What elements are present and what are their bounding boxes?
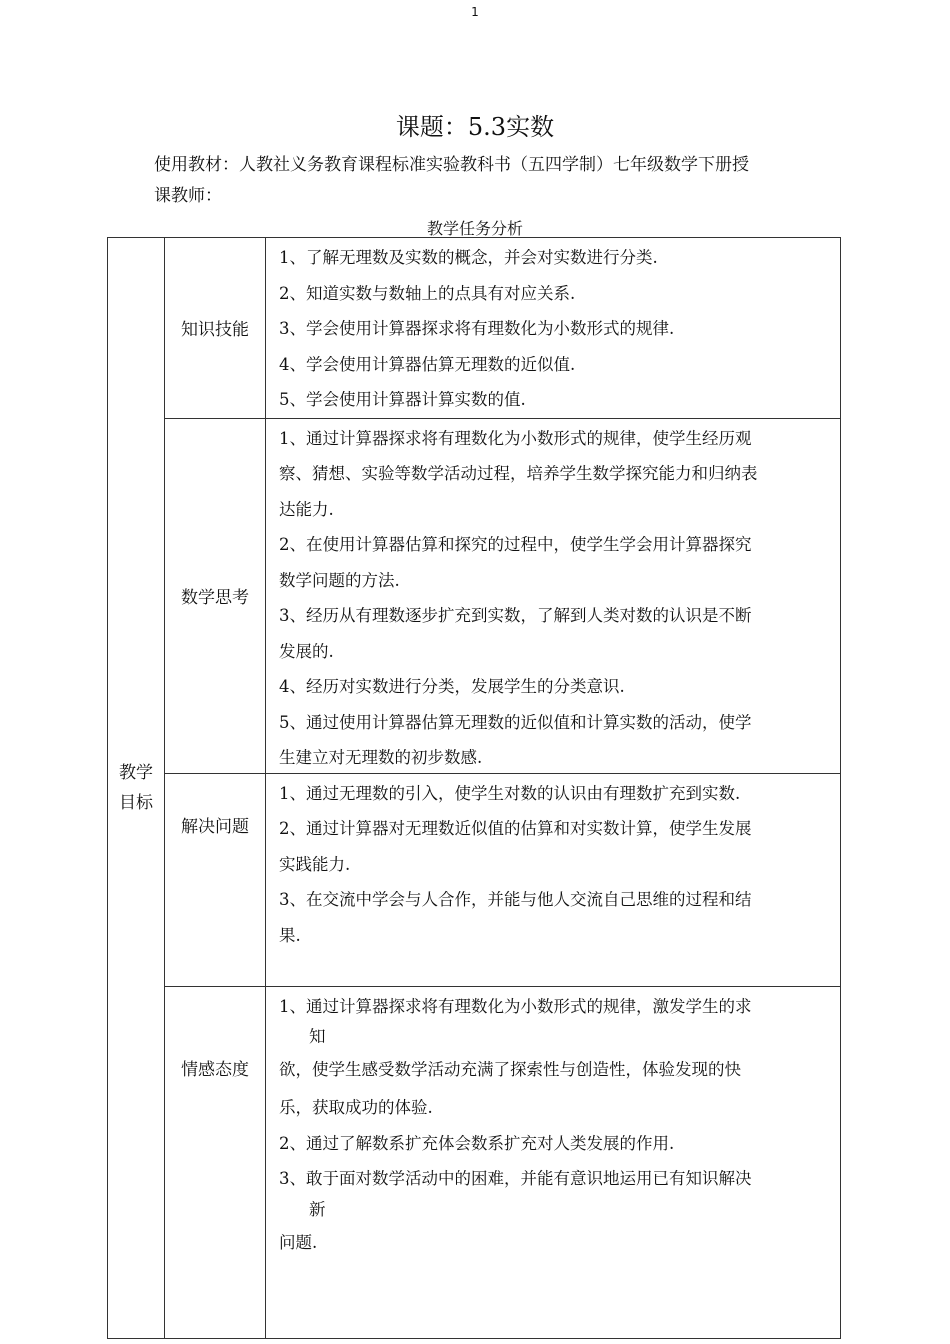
list-item: 乐，获取成功的体验.	[279, 1098, 433, 1117]
list-item: 察、猜想、实验等数学活动过程，培养学生数学探究能力和归纳表	[279, 464, 758, 483]
list-item: 数学问题的方法.	[279, 570, 400, 590]
teacher-info-line: 课教师：	[154, 186, 222, 206]
list-item: 果.	[279, 925, 301, 945]
list-item: 实践能力.	[279, 854, 351, 874]
sub-label-math-thinking: 数学思考	[165, 418, 266, 773]
teaching-task-table	[107, 237, 841, 1339]
sub-label-emotion-attitude: 情感态度	[165, 986, 266, 1338]
list-item: 3、敢于面对数学活动中的困难，并能有意识地运用已有知识解决	[279, 1169, 752, 1188]
list-item: 1、了解无理数及实数的概念，并会对实数进行分类.	[279, 248, 658, 267]
list-item: 知	[309, 1027, 326, 1046]
list-item: 3、在交流中学会与人合作，并能与他人交流自己思维的过程和结	[279, 890, 752, 909]
list-item: 5、通过使用计算器估算无理数的近似值和计算实数的活动，使学	[279, 712, 752, 732]
list-item: 4、经历对实数进行分类，发展学生的分类意识.	[279, 677, 625, 696]
list-item: 1、通过计算器探求将有理数化为小数形式的规律，使学生经历观	[279, 428, 752, 448]
category-label-line1: 教学	[119, 762, 153, 783]
sub-label-problem-solving: 解决问题	[165, 773, 266, 986]
list-item: 2、知道实数与数轴上的点具有对应关系.	[279, 283, 576, 303]
list-item: 欲，使学生感受数学活动充满了探索性与创造性，体验发现的快	[279, 1060, 741, 1079]
textbook-info-line: 使用教材：人教社义务教育课程标准实验教科书（五四学制）七年级数学下册授	[154, 155, 749, 175]
list-item: 4、学会使用计算器估算无理数的近似值.	[279, 354, 576, 374]
list-item: 1、通过计算器探求将有理数化为小数形式的规律，激发学生的求	[279, 996, 752, 1016]
content-emotion-attitude	[266, 986, 841, 1338]
category-cell-teaching-goals	[108, 238, 165, 1339]
list-item: 3、经历从有理数逐步扩充到实数，了解到人类对数的认识是不断	[279, 606, 752, 625]
content-knowledge-skills	[266, 238, 841, 419]
table-title: 教学任务分析	[426, 219, 523, 238]
list-item: 达能力.	[279, 499, 334, 519]
table-row-emotion-attitude	[108, 986, 841, 1338]
list-item: 2、在使用计算器估算和探究的过程中，使学生学会用计算器探究	[279, 535, 752, 554]
list-item: 发展的.	[279, 641, 334, 661]
table-row-problem-solving	[108, 773, 841, 986]
list-item: 3、学会使用计算器探求将有理数化为小数形式的规律.	[279, 319, 675, 338]
list-item: 1、通过无理数的引入，使学生对数的认识由有理数扩充到实数.	[279, 783, 741, 803]
list-item: 5、学会使用计算器计算实数的值.	[279, 390, 526, 409]
table-row-math-thinking	[108, 418, 841, 773]
page-number: 1	[471, 5, 479, 19]
lesson-title: 课题：5.3实数	[395, 113, 555, 141]
list-item: 问题.	[279, 1232, 318, 1252]
content-math-thinking	[266, 418, 841, 773]
sub-label-knowledge-skills: 知识技能	[165, 238, 266, 419]
table-row-knowledge-skills	[108, 238, 841, 419]
list-item: 2、通过计算器对无理数近似值的估算和对实数计算，使学生发展	[279, 819, 752, 838]
category-label-line2: 目标	[119, 792, 153, 813]
list-item: 2、通过了解数系扩充体会数系扩充对人类发展的作用.	[279, 1133, 675, 1153]
list-item: 新	[309, 1199, 326, 1219]
list-item: 生建立对无理数的初步数感.	[279, 748, 483, 767]
content-problem-solving	[266, 773, 841, 986]
